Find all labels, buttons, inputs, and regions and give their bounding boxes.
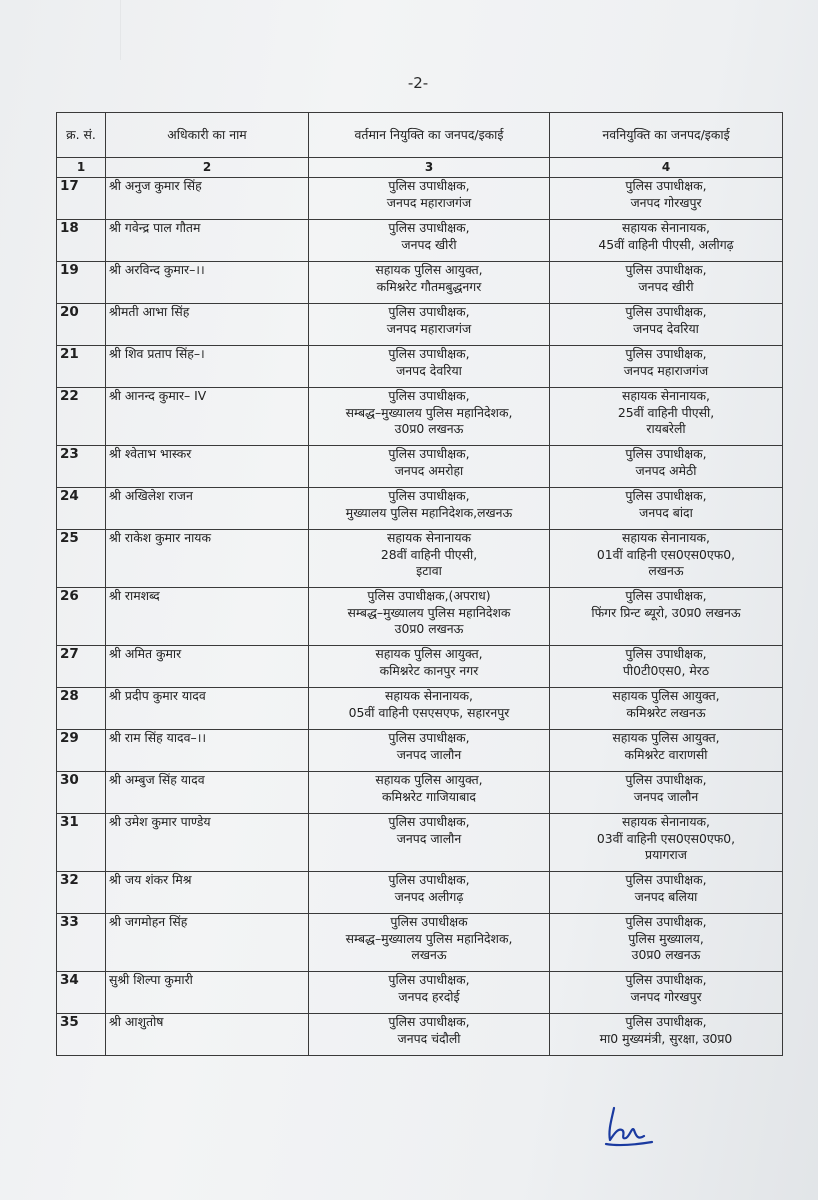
current-posting [309,178,550,220]
current-posting-line: जनपद जालौन [396,830,462,846]
officer-name: श्री शिव प्रताप सिंह–। [106,346,309,388]
table-row [57,914,783,972]
current-posting [309,588,550,646]
new-posting [550,914,783,972]
serial-number: 17 [57,178,106,220]
current-posting-line: पुलिस उपाधीक्षक, [388,388,470,403]
current-posting [309,814,550,872]
table-row [57,772,783,814]
serial-number: 35 [57,1014,106,1056]
serial-number: 26 [57,588,106,646]
officer-name: श्री उमेश कुमार पाण्डेय [106,814,309,872]
column-index: 4 [550,158,783,178]
current-posting-line: जनपद महाराजगंज [386,320,472,336]
table-row [57,872,783,914]
current-posting [309,304,550,346]
current-posting-line: सहायक सेनानायक, [385,688,473,703]
current-posting-line: जनपद खीरी [401,236,457,252]
current-posting-line: पुलिस उपाधीक्षक [390,914,468,929]
new-posting-line: सहायक सेनानायक, [622,814,710,829]
table-row [57,588,783,646]
serial-number: 21 [57,346,106,388]
current-posting-line: जनपद महाराजगंज [386,194,472,210]
new-posting-line: जनपद अमेठी [635,462,697,478]
new-posting-line: पुलिस उपाधीक्षक, [625,972,707,987]
new-posting-line: 03वीं वाहिनी एस0एस0एफ0, [596,830,736,846]
serial-number: 32 [57,872,106,914]
serial-number: 29 [57,730,106,772]
new-posting-line: पी0टी0एस0, मेरठ [622,662,710,678]
officer-name: श्री अनुज कुमार सिंह [106,178,309,220]
new-posting-line: पुलिस उपाधीक्षक, [625,772,707,787]
table-body [57,178,783,1056]
new-posting [550,262,783,304]
new-posting [550,530,783,588]
new-posting-line: जनपद देवरिया [633,320,699,336]
current-posting [309,972,550,1014]
current-posting-line: सम्बद्ध–मुख्यालय पुलिस महानिदेशक, [345,930,513,946]
current-posting [309,646,550,688]
current-posting [309,772,550,814]
current-posting-line: पुलिस उपाधीक्षक, [388,488,470,503]
current-posting [309,730,550,772]
new-posting [550,446,783,488]
current-posting [309,346,550,388]
new-posting-line: 25वीं वाहिनी पीएसी, [617,404,715,420]
current-posting-line: जनपद देवरिया [396,362,462,378]
current-posting-line: कमिश्नरेट गाजियाबाद [382,788,476,804]
officer-name: सुश्री शिल्पा कुमारी [106,972,309,1014]
new-posting-line: पुलिस उपाधीक्षक, [625,446,707,461]
current-posting-line: 28वीं वाहिनी पीएसी, [380,546,478,562]
new-posting-line: सहायक सेनानायक, [622,388,710,403]
new-posting [550,730,783,772]
serial-number: 18 [57,220,106,262]
officer-name: श्री प्रदीप कुमार यादव [106,688,309,730]
table-row [57,488,783,530]
new-posting-line: सहायक पुलिस आयुक्त, [612,688,720,703]
new-posting-line: सहायक सेनानायक, [622,220,710,235]
current-posting-line: पुलिस उपाधीक्षक, [388,1014,470,1029]
serial-number: 24 [57,488,106,530]
new-posting-line: लखनऊ [648,563,684,578]
new-posting-line: जनपद खीरी [638,278,694,294]
new-posting-line: 01वीं वाहिनी एस0एस0एफ0, [596,546,736,562]
current-posting-line: सम्बद्ध–मुख्यालय पुलिस महानिदेशक, [345,404,513,420]
current-posting [309,688,550,730]
officer-name: श्री जय शंकर मिश्र [106,872,309,914]
officer-name: श्री अमित कुमार [106,646,309,688]
current-posting-line: पुलिस उपाधीक्षक, [388,220,470,235]
new-posting [550,488,783,530]
officer-name: श्री आशुतोष [106,1014,309,1056]
officer-name: श्री गवेन्द्र पाल गौतम [106,220,309,262]
current-posting-line: लखनऊ [411,947,447,962]
new-posting [550,1014,783,1056]
current-posting-line: पुलिस उपाधीक्षक, [388,972,470,987]
new-posting-line: जनपद महाराजगंज [623,362,709,378]
new-posting-line: पुलिस उपाधीक्षक, [625,872,707,887]
page-fold [120,0,121,60]
new-posting-line: पुलिस उपाधीक्षक, [625,1014,707,1029]
new-posting [550,220,783,262]
current-posting-line: पुलिस उपाधीक्षक, [388,178,470,193]
table-row [57,178,783,220]
current-posting [309,914,550,972]
new-posting-line: फिंगर प्रिन्ट ब्यूरो, उ0प्र0 लखनऊ [591,604,741,620]
current-posting [309,488,550,530]
current-posting [309,262,550,304]
officer-name: श्री अखिलेश राजन [106,488,309,530]
column-index: 3 [309,158,550,178]
new-posting-line: जनपद जालौन [633,788,699,804]
new-posting-line: प्रयागराज [645,847,687,862]
serial-number: 33 [57,914,106,972]
current-posting-line: सहायक पुलिस आयुक्त, [375,262,483,277]
current-posting-line: जनपद अलीगढ़ [394,888,464,904]
serial-number: 31 [57,814,106,872]
current-posting [309,530,550,588]
header-new-posting: नवनियुक्ति का जनपद/इकाई [550,113,783,158]
officer-name: श्री आनन्द कुमार– IV [106,388,309,446]
current-posting-line: पुलिस उपाधीक्षक, [388,304,470,319]
new-posting-line: पुलिस उपाधीक्षक, [625,914,707,929]
new-posting [550,688,783,730]
new-posting-line: पुलिस उपाधीक्षक, [625,646,707,661]
column-index-row [57,158,783,178]
current-posting [309,220,550,262]
new-posting-line: जनपद गोरखपुर [630,194,702,210]
table-row [57,446,783,488]
header-officer-name: अधिकारी का नाम [106,113,309,158]
table-row [57,530,783,588]
table-row [57,262,783,304]
officer-name: श्री अरविन्द कुमार–।। [106,262,309,304]
serial-number: 28 [57,688,106,730]
new-posting-line: जनपद बलिया [634,888,698,904]
new-posting-line: रायबरेली [646,421,686,436]
current-posting-line: इटावा [416,563,442,578]
table-row [57,646,783,688]
current-posting-line: उ0प्र0 लखनऊ [394,421,464,436]
current-posting-line: सम्बद्ध–मुख्यालय पुलिस महानिदेशक [347,604,511,620]
new-posting [550,972,783,1014]
serial-number: 34 [57,972,106,1014]
new-posting-line: पुलिस उपाधीक्षक, [625,178,707,193]
current-posting-line: जनपद चंदौली [397,1030,461,1046]
current-posting-line: पुलिस उपाधीक्षक, [388,814,470,829]
current-posting-line: उ0प्र0 लखनऊ [394,621,464,636]
header-serial: क्र. सं. [57,113,106,158]
officer-name: श्रीमती आभा सिंह [106,304,309,346]
table-row [57,814,783,872]
new-posting [550,304,783,346]
officer-name: श्री राम सिंह यादव–।। [106,730,309,772]
current-posting-line: 05वीं वाहिनी एसएसएफ, सहारनपुर [348,704,510,720]
current-posting-line: सहायक पुलिस आयुक्त, [375,646,483,661]
current-posting [309,1014,550,1056]
new-posting-line: कमिश्नरेट लखनऊ [626,704,706,720]
serial-number: 20 [57,304,106,346]
new-posting-line: 45वीं वाहिनी पीएसी, अलीगढ़ [598,236,734,252]
table-row [57,688,783,730]
transfer-table [56,112,783,1056]
current-posting-line: पुलिस उपाधीक्षक, [388,346,470,361]
header-current-posting: वर्तमान नियुक्ति का जनपद/इकाई [309,113,550,158]
table-row [57,388,783,446]
table-row [57,1014,783,1056]
current-posting [309,872,550,914]
officer-name: श्री रामशब्द [106,588,309,646]
serial-number: 23 [57,446,106,488]
new-posting [550,772,783,814]
new-posting [550,178,783,220]
new-posting-line: पुलिस उपाधीक्षक, [625,262,707,277]
current-posting-line: जनपद अमरोहा [394,462,464,478]
officer-name: श्री जगमोहन सिंह [106,914,309,972]
new-posting-line: जनपद गोरखपुर [630,988,702,1004]
new-posting [550,388,783,446]
new-posting-line: सहायक पुलिस आयुक्त, [612,730,720,745]
current-posting-line: जनपद हरदोई [398,988,460,1004]
new-posting-line: कमिश्नरेट वाराणसी [624,746,708,762]
new-posting [550,872,783,914]
table-row [57,730,783,772]
header-row [57,113,783,158]
current-posting-line: पुलिस उपाधीक्षक, [388,730,470,745]
table-row [57,304,783,346]
signature [600,1100,660,1150]
current-posting-line: कमिश्नरेट गौतमबुद्धनगर [376,278,482,294]
current-posting-line: पुलिस उपाधीक्षक, [388,872,470,887]
officer-name: श्री श्वेताभ भास्कर [106,446,309,488]
officer-name: श्री राकेश कुमार नायक [106,530,309,588]
current-posting-line: कमिश्नरेट कानपुर नगर [379,662,479,678]
table-row [57,972,783,1014]
current-posting-line: सहायक सेनानायक [386,530,472,545]
serial-number: 27 [57,646,106,688]
new-posting [550,646,783,688]
current-posting [309,388,550,446]
serial-number: 25 [57,530,106,588]
current-posting-line: पुलिस उपाधीक्षक,(अपराध) [367,588,491,603]
new-posting [550,814,783,872]
page-number: -2- [407,74,429,92]
new-posting-line: उ0प्र0 लखनऊ [631,947,701,962]
new-posting [550,346,783,388]
table-row [57,346,783,388]
new-posting [550,588,783,646]
new-posting-line: पुलिस उपाधीक्षक, [625,488,707,503]
table-row [57,220,783,262]
current-posting-line: सहायक पुलिस आयुक्त, [375,772,483,787]
serial-number: 30 [57,772,106,814]
current-posting [309,446,550,488]
serial-number: 22 [57,388,106,446]
current-posting-line: मुख्यालय पुलिस महानिदेशक,लखनऊ [345,504,513,520]
new-posting-line: पुलिस उपाधीक्षक, [625,346,707,361]
current-posting-line: जनपद जालौन [396,746,462,762]
new-posting-line: जनपद बांदा [639,504,693,520]
new-posting-line: मा0 मुख्यमंत्री, सुरक्षा, उ0प्र0 [599,1030,733,1046]
current-posting-line: पुलिस उपाधीक्षक, [388,446,470,461]
new-posting-line: पुलिस मुख्यालय, [628,930,704,946]
new-posting-line: पुलिस उपाधीक्षक, [625,588,707,603]
new-posting-line: सहायक सेनानायक, [622,530,710,545]
serial-number: 19 [57,262,106,304]
new-posting-line: पुलिस उपाधीक्षक, [625,304,707,319]
officer-name: श्री अम्बुज सिंह यादव [106,772,309,814]
column-index: 2 [106,158,309,178]
column-index: 1 [57,158,106,178]
